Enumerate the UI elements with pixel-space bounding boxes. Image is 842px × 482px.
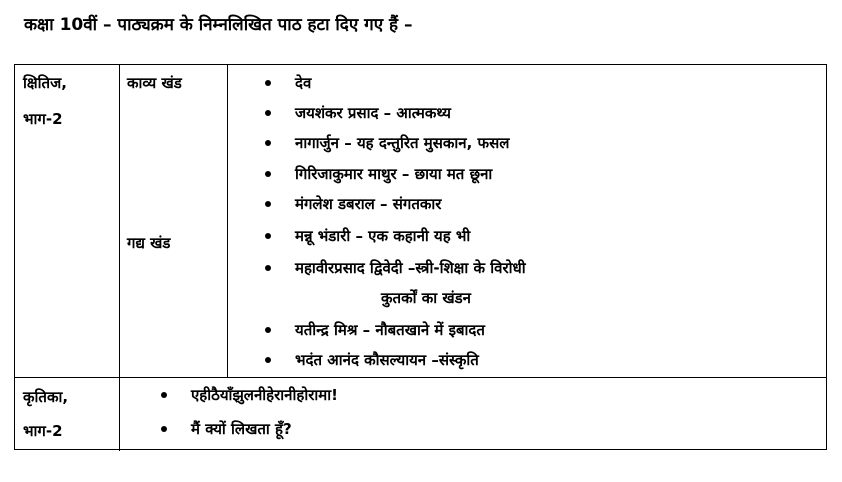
list-item bbox=[161, 385, 338, 405]
section-poetry-label: काव्य खंड bbox=[127, 74, 182, 92]
list-item bbox=[265, 194, 441, 214]
bullet-icon bbox=[265, 80, 271, 86]
bullet-icon bbox=[161, 392, 167, 398]
row-divider bbox=[15, 377, 826, 378]
list-item bbox=[265, 103, 451, 123]
list-item-text: जयशंकर प्रसाद – आत्मकथ्य bbox=[295, 104, 451, 122]
bullet-icon bbox=[265, 233, 271, 239]
row1-book-part: भाग-2 bbox=[23, 110, 63, 128]
list-item bbox=[265, 133, 509, 153]
row1-book-name: क्षितिज, bbox=[23, 74, 67, 92]
list-item bbox=[265, 73, 311, 93]
column-divider-1 bbox=[119, 65, 120, 451]
list-item-text: नागार्जुन – यह दन्तुरित मुसकान, फसल bbox=[295, 134, 510, 152]
list-item-text: देव bbox=[295, 74, 312, 92]
list-item-text: गिरिजाकुमार माथुर – छाया मत छूना bbox=[295, 165, 493, 183]
list-item bbox=[265, 226, 470, 246]
list-item bbox=[161, 419, 292, 439]
bullet-icon bbox=[265, 140, 271, 146]
bullet-icon bbox=[265, 357, 271, 363]
bullet-icon bbox=[265, 201, 271, 207]
row2-book-part: भाग-2 bbox=[23, 422, 63, 440]
list-item-text: मन्नू भंडारी – एक कहानी यह भी bbox=[295, 227, 471, 245]
list-item-text: एहीठैयाँझुलनीहेरानीहोरामा! bbox=[191, 386, 338, 404]
page-heading: कक्षा 10वीं – पाठ्यक्रम के निम्नलिखित पाठ हटा दिए गए हैं – bbox=[24, 15, 413, 35]
list-item bbox=[265, 350, 479, 370]
list-item-text: मंगलेश डबराल – संगतकार bbox=[295, 195, 442, 213]
column-divider-2 bbox=[227, 65, 228, 377]
list-item bbox=[265, 320, 485, 340]
bullet-icon bbox=[265, 110, 271, 116]
list-item-text: भदंत आनंद कौसल्यायन –संस्कृति bbox=[295, 351, 479, 369]
bullet-icon bbox=[265, 327, 271, 333]
list-item-text: मैं क्यों लिखता हूँ? bbox=[191, 420, 292, 438]
list-item-continuation: कुतर्कों का खंडन bbox=[381, 289, 471, 307]
list-item-text: यतीन्द्र मिश्र – नौबतखाने में इबादत bbox=[295, 321, 485, 339]
bullet-icon bbox=[265, 171, 271, 177]
syllabus-table bbox=[14, 64, 827, 450]
bullet-icon bbox=[161, 426, 167, 432]
list-item bbox=[265, 164, 492, 184]
section-prose-label: गद्य खंड bbox=[127, 234, 171, 252]
row2-book-name: कृतिका, bbox=[23, 388, 69, 406]
bullet-icon bbox=[265, 265, 271, 271]
list-item bbox=[265, 258, 526, 278]
list-item-text: महावीरप्रसाद द्विवेदी –स्त्री-शिक्षा के विरोधी bbox=[295, 259, 526, 277]
